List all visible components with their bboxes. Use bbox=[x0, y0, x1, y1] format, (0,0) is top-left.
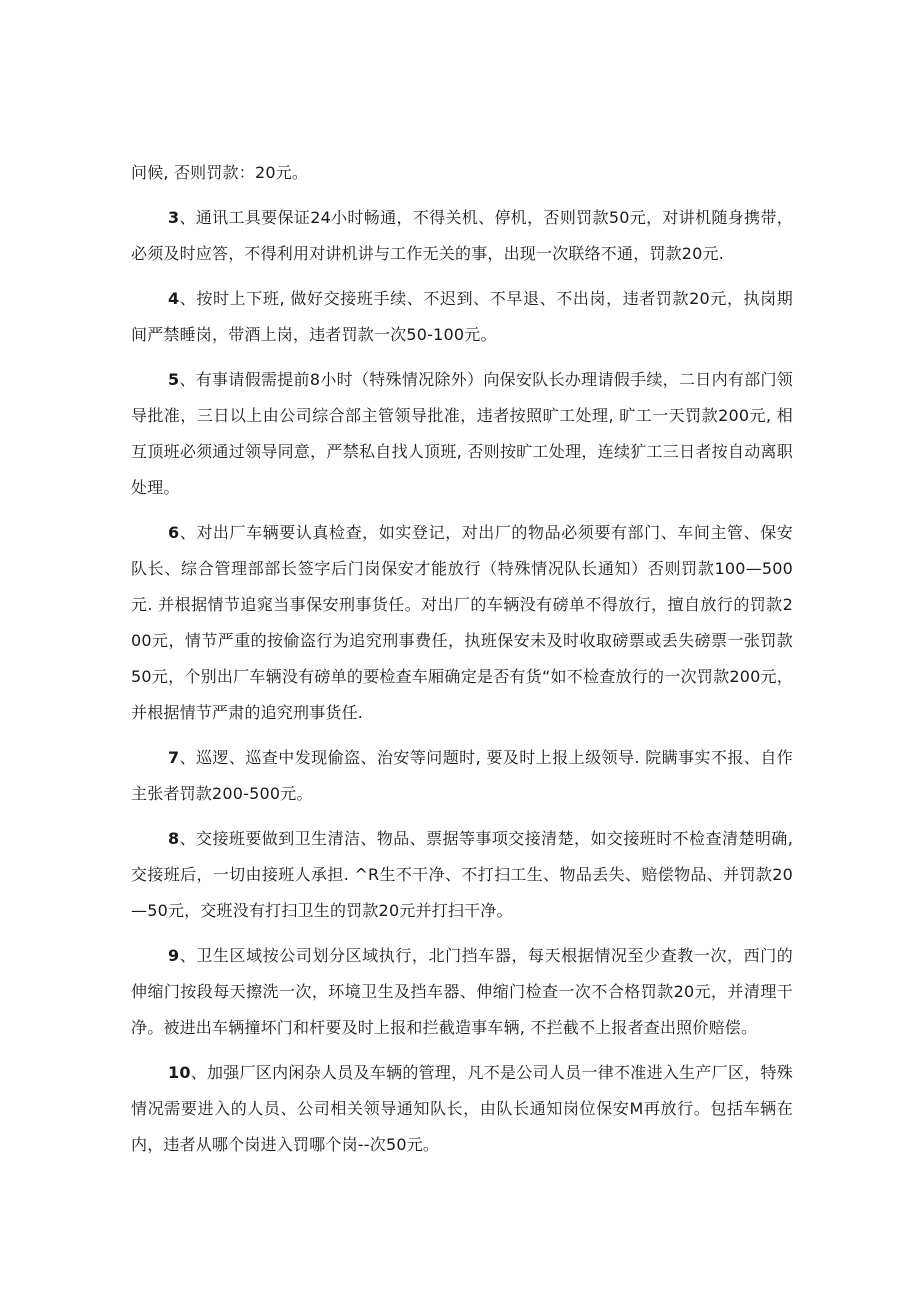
paragraph-0 bbox=[131, 155, 793, 191]
paragraph-text: 、加强厂区内闲杂人员及车辆的管理，凡不是公司人员一律不准进入生产厂区，特殊情况需要进入的人员、公司相关领导通知队长，由队长通知岗位保安M再放行。包括车辆在内，违者从哪个岗进入罚哪个岗--次50元。 bbox=[131, 1063, 793, 1154]
paragraph-text: 问候, 否则罚款：20元。 bbox=[131, 163, 309, 182]
paragraph-7 bbox=[131, 740, 793, 812]
paragraph-8 bbox=[131, 821, 793, 929]
paragraph-number: 9 bbox=[168, 946, 180, 965]
paragraph-10 bbox=[131, 1055, 793, 1163]
paragraph-text: 、有事请假需提前8小时（特殊情况除外）向保安队长办理请假手续，二日内有部门领导批准，三日以上由公司综合部主管领导批准，违者按照旷工处理, 旷工一天罚款200元, 相互顶班必须通过领导同意，严禁私自找人顶班, 否则按旷工处理，连续犷工三日者按自动离职处理。 bbox=[131, 370, 793, 497]
paragraph-text: 、卫生区域按公司划分区域执行，北门挡车器，每天根据情况至少查教一次，西门的伸缩门按段每天擦洗一次，环境卫生及挡车器、伸缩门检查一次不合格罚款20元，并清理干净。被进出车辆撞坏门和杆要及时上报和拦截造事车辆, 不拦截不上报者查出照价赔偿。 bbox=[131, 946, 793, 1037]
paragraph-number: 3 bbox=[168, 208, 180, 227]
paragraph-number: 10 bbox=[168, 1063, 191, 1082]
paragraph-number: 7 bbox=[168, 748, 180, 767]
paragraph-number: 5 bbox=[168, 370, 180, 389]
paragraph-4 bbox=[131, 281, 793, 353]
paragraph-6 bbox=[131, 515, 793, 731]
paragraph-number: 4 bbox=[168, 289, 180, 308]
paragraph-text: 、交接班要做到卫生清洁、物品、票据等事项交接清楚，如交接班时不检查清楚明确, 交接班后，一切由接班人承担. ^R生不干净、不打扫工生、物品丢失、赔偿物品、并罚款20—50元，交班没有打扫卫生的罚款20元并打扫干净。 bbox=[131, 829, 793, 920]
paragraph-9 bbox=[131, 938, 793, 1046]
paragraph-text: 、通讯工具要保证24小时畅通，不得关机、停机，否则罚款50元，对讲机随身携带，必须及时应答，不得利用对讲机讲与工作无关的事，出现一次联络不通，罚款20元. bbox=[131, 208, 793, 263]
paragraph-text: 、巡逻、巡查中发现偷盗、治安等问题时, 要及时上报上级领导. 院瞒事实不报、自作主张者罚款200-500元。 bbox=[131, 748, 793, 803]
paragraph-number: 6 bbox=[168, 523, 180, 542]
document-page bbox=[131, 155, 793, 1172]
paragraph-5 bbox=[131, 362, 793, 506]
paragraph-text: 、对出厂车辆要认真检查，如实登记，对出厂的物品必须要有部门、车间主管、保安队长、综合管理部部长签字后门岗保安才能放行（特殊情况队长通知）否则罚款100—500元. 并根据情节追窕当事保安刑事货任。对出厂的车辆没有磅单不得放行，擅自放行的罚款200元，情节严重的按偷盗行为追究刑事费任，执班保安未及时收取磅票或丢失磅票一张罚款50元，个别出厂车辆没有磅单的要检查车厢确定是否有货“如不检查放行的一次罚款200元，并根据情节严肃的追究刑事货任. bbox=[131, 523, 793, 722]
paragraph-number: 8 bbox=[168, 829, 180, 848]
paragraph-text: 、按时上下班, 做好交接班手续、不迟到、不早退、不出岗，违者罚款20元，执岗期间严禁睡岗，带酒上岗，违者罚款一次50-100元。 bbox=[131, 289, 793, 344]
paragraph-3 bbox=[131, 200, 793, 272]
